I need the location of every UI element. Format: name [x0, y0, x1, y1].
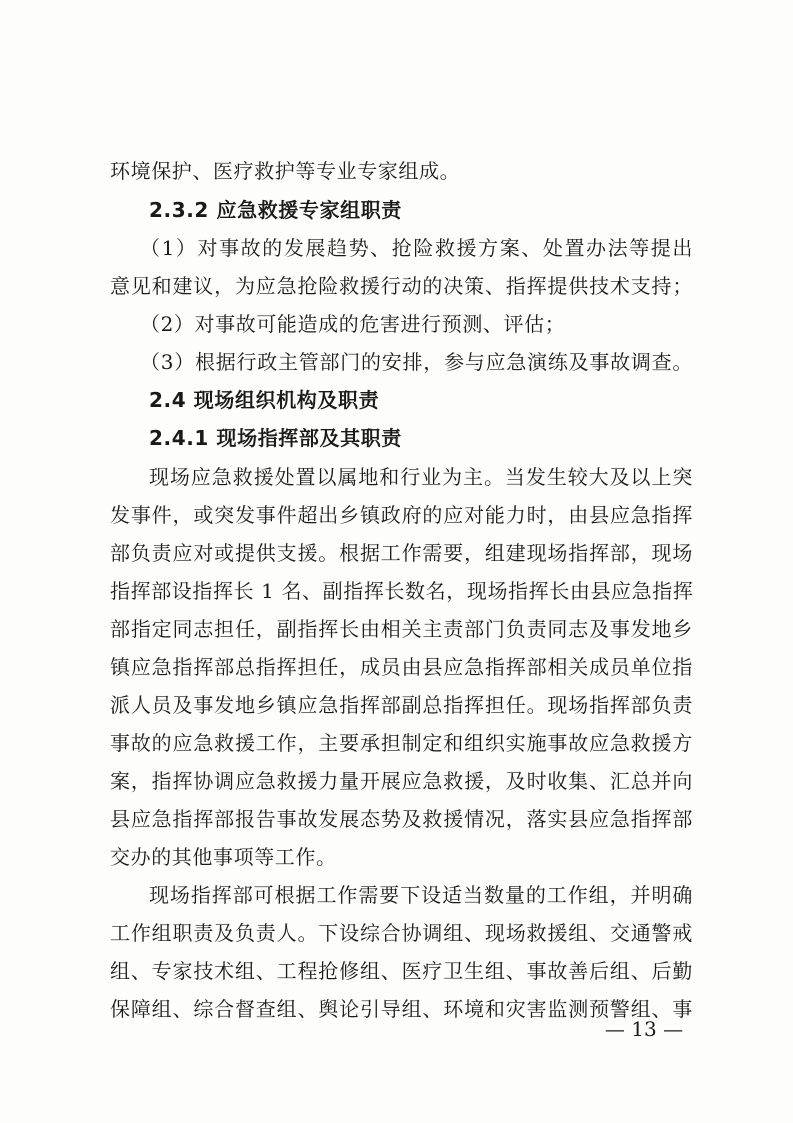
text-line: 县应急指挥部报告事故发展态势及救援情况，落实县应急指挥部 [110, 807, 693, 831]
text-line: 案，指挥协调应急救援力量开展应急救援，及时收集、汇总并向 [110, 769, 693, 793]
text-line: 环境保护、医疗救护等专业专家组成。 [110, 159, 461, 183]
section-heading: 2.3.2 应急救援专家组职责 [149, 198, 402, 222]
text-line: 工作组职责及负责人。下设综合协调组、现场救援组、交通警戒 [110, 921, 693, 945]
text-line: 发事件，或突发事件超出乡镇政府的应对能力时，由县应急指挥 [110, 503, 693, 527]
text-line: 事故的应急救援工作，主要承担制定和组织实施事故应急救援方 [110, 731, 693, 755]
text-line: 意见和建议，为应急抢险救援行动的决策、指挥提供技术支持； [110, 274, 693, 298]
text-line: 保障组、综合督查组、舆论引导组、环境和灾害监测预警组、事 [110, 997, 693, 1021]
text-line: 交办的其他事项等工作。 [110, 845, 337, 869]
text-line: 现场指挥部可根据工作需要下设适当数量的工作组，并明确 [149, 883, 693, 907]
text-line: 组、专家技术组、工程抢修组、医疗卫生组、事故善后组、后勤 [110, 959, 693, 983]
text-line: （3）根据行政主管部门的安排，参与应急演练及事故调查。 [140, 350, 693, 374]
text-line: 部负责应对或提供支援。根据工作需要，组建现场指挥部，现场 [110, 541, 693, 565]
text-line: 镇应急指挥部总指挥担任，成员由县应急指挥部相关成员单位指 [110, 655, 693, 679]
text-line: 部指定同志担任，副指挥长由相关主责部门负责同志及事发地乡 [110, 617, 693, 641]
text-line: （2）对事故可能造成的危害进行预测、评估； [140, 312, 566, 336]
page-number: — 13 — [604, 1017, 684, 1041]
text-line: （1）对事故的发展趋势、抢险救援方案、处置办法等提出 [140, 236, 693, 260]
text-line: 派人员及事发地乡镇应急指挥部副总指挥担任。现场指挥部负责 [110, 693, 693, 717]
text-line: 指挥部设指挥长 1 名、副指挥长数名，现场指挥长由县应急指挥 [110, 579, 693, 603]
section-heading: 2.4 现场组织机构及职责 [149, 388, 380, 412]
text-line: 现场应急救援处置以属地和行业为主。当发生较大及以上突 [149, 465, 693, 489]
section-heading: 2.4.1 现场指挥部及其职责 [149, 426, 402, 450]
